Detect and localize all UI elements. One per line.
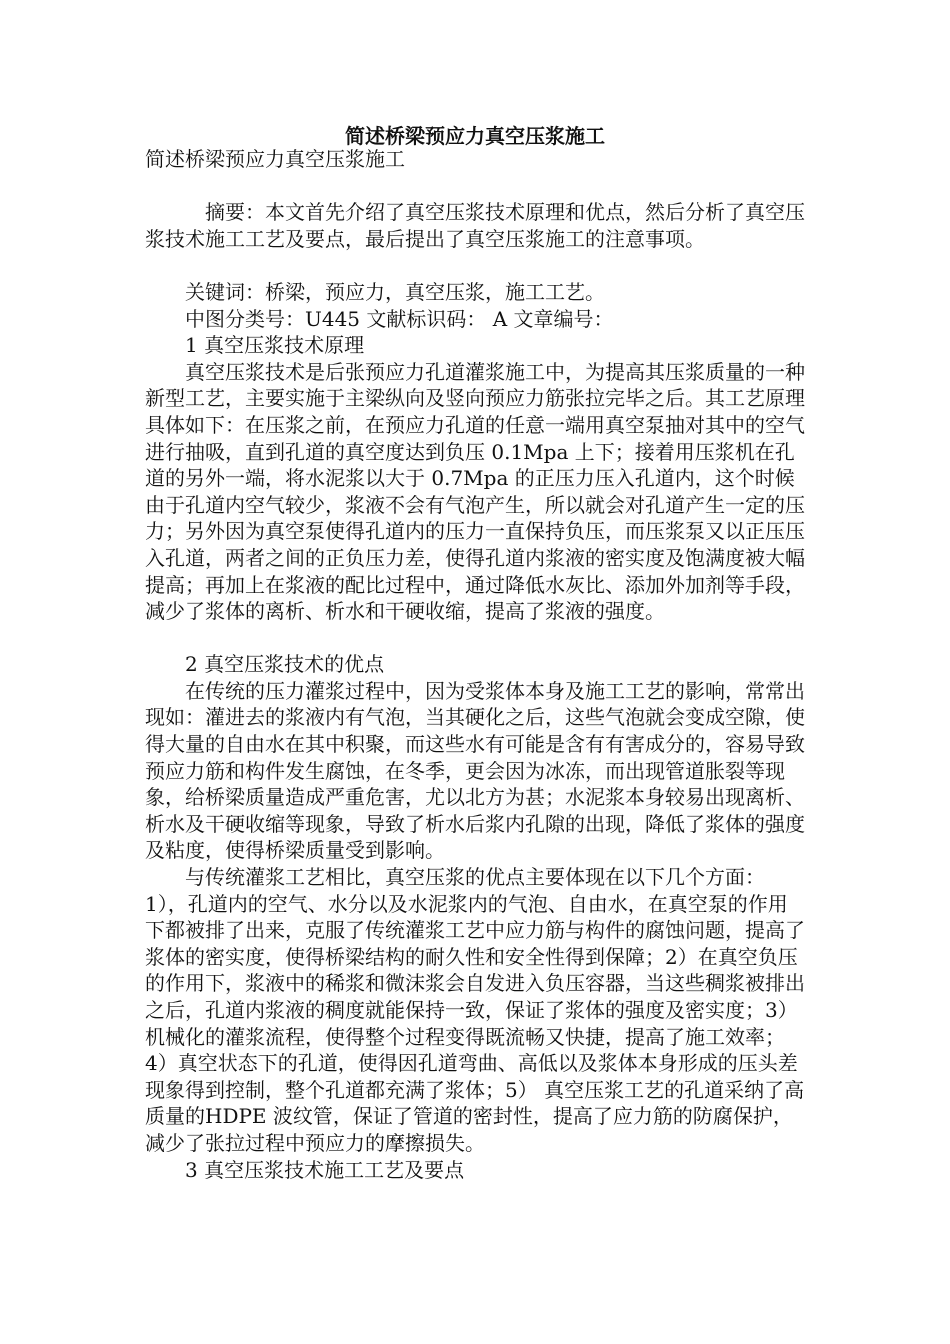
section-2-paragraph-1: 在传统的压力灌浆过程中，因为受浆体本身及施工工艺的影响，常常出现如：灌进去的浆液内有气泡，当其硬化之后，这些气泡就会变成空隙，使得大量的自由水在其中积聚，而这些水有可能是含有有害成分的，容易导致预应力筋和构件发生腐蚀，在冬季，更会因为冰冻，而出现管道胀裂等现象，给桥梁质量造成严重危害，尤以北方为甚；水泥浆本身较易出现离析、析水及干硬收缩等现象，导致了析水后浆内孔隙的出现，降低了浆体的强度及粘度，使得桥梁质量受到影响。 <box>145 678 805 863</box>
document-body <box>145 146 805 1183</box>
section-heading-2: 2 真空压浆技术的优点 <box>185 652 385 677</box>
spacer <box>145 625 805 652</box>
section-heading-1: 1 真空压浆技术原理 <box>185 333 365 358</box>
document-subtitle: 简述桥梁预应力真空压浆施工 <box>145 147 405 171</box>
section-heading-3: 3 真空压浆技术施工工艺及要点 <box>185 1157 465 1182</box>
classification-line: 中图分类号：U445 文献标识码： A 文章编号： <box>185 306 614 331</box>
section-1-paragraph-1: 真空压浆技术是后张预应力孔道灌浆施工中，为提高其压浆质量的一种新型工艺，主要实施于主梁纵向及竖向预应力筋张拉完毕之后。其工艺原理具体如下：在压浆之前，在预应力孔道的任意一端用真空泵抽对其中的空气进行抽吸，直到孔道的真空度达到负压 0.1Mpa 上下；接着用压浆机在孔道的另外一端，将水泥浆以大于 0.7Mpa 的正压力压入孔道内，这个时候由于孔道内空气较少，浆液不会有气泡产生，所以就会对孔道产生一定的压力；另外因为真空泵使得孔道内的压力一直保持负压，而压浆泵又以正压压入孔道，两者之间的正负压力差，使得孔道内浆液的密实度及饱满度被大幅提高；再加上在浆液的配比过程中，通过降低水灰比、添加外加剂等手段，减少了浆体的离析、析水和干硬收缩，提高了浆液的强度。 <box>145 359 805 624</box>
spacer <box>145 173 805 200</box>
document-title: 简述桥梁预应力真空压浆施工 <box>345 124 605 148</box>
spacer <box>145 252 805 279</box>
abstract-paragraph: 摘要：本文首先介绍了真空压浆技术原理和优点，然后分析了真空压浆技术施工工艺及要点，最后提出了真空压浆施工的注意事项。 <box>145 200 805 251</box>
keywords-line: 关键词：桥梁，预应力，真空压浆，施工工艺。 <box>185 279 605 304</box>
section-2-paragraph-2: 与传统灌浆工艺相比，真空压浆的优点主要体现在以下几个方面：1），孔道内的空气、水分以及水泥浆内的气泡、自由水，在真空泵的作用下都被排了出来，克服了传统灌浆工艺中应力筋与构件的腐蚀问题，提高了浆体的密实度，使得桥梁结构的耐久性和安全性得到保障；2）在真空负压的作用下，浆液中的稀浆和微沫浆会自发进入负压容器，当这些稠浆被排出之后，孔道内浆液的稠度就能保持一致，保证了浆体的强度及密实度；3）机械化的灌浆流程，使得整个过程变得既流畅又快捷，提高了施工效率；4）真空状态下的孔道，使得因孔道弯曲、高低以及浆体本身形成的压头差现象得到控制，整个孔道都充满了浆体；5） 真空压浆工艺的孔道采纳了高质量的HDPE 波纹管，保证了管道的密封性，提高了应力筋的防腐保护，减少了张拉过程中预应力的摩擦损失。 <box>145 865 805 1155</box>
